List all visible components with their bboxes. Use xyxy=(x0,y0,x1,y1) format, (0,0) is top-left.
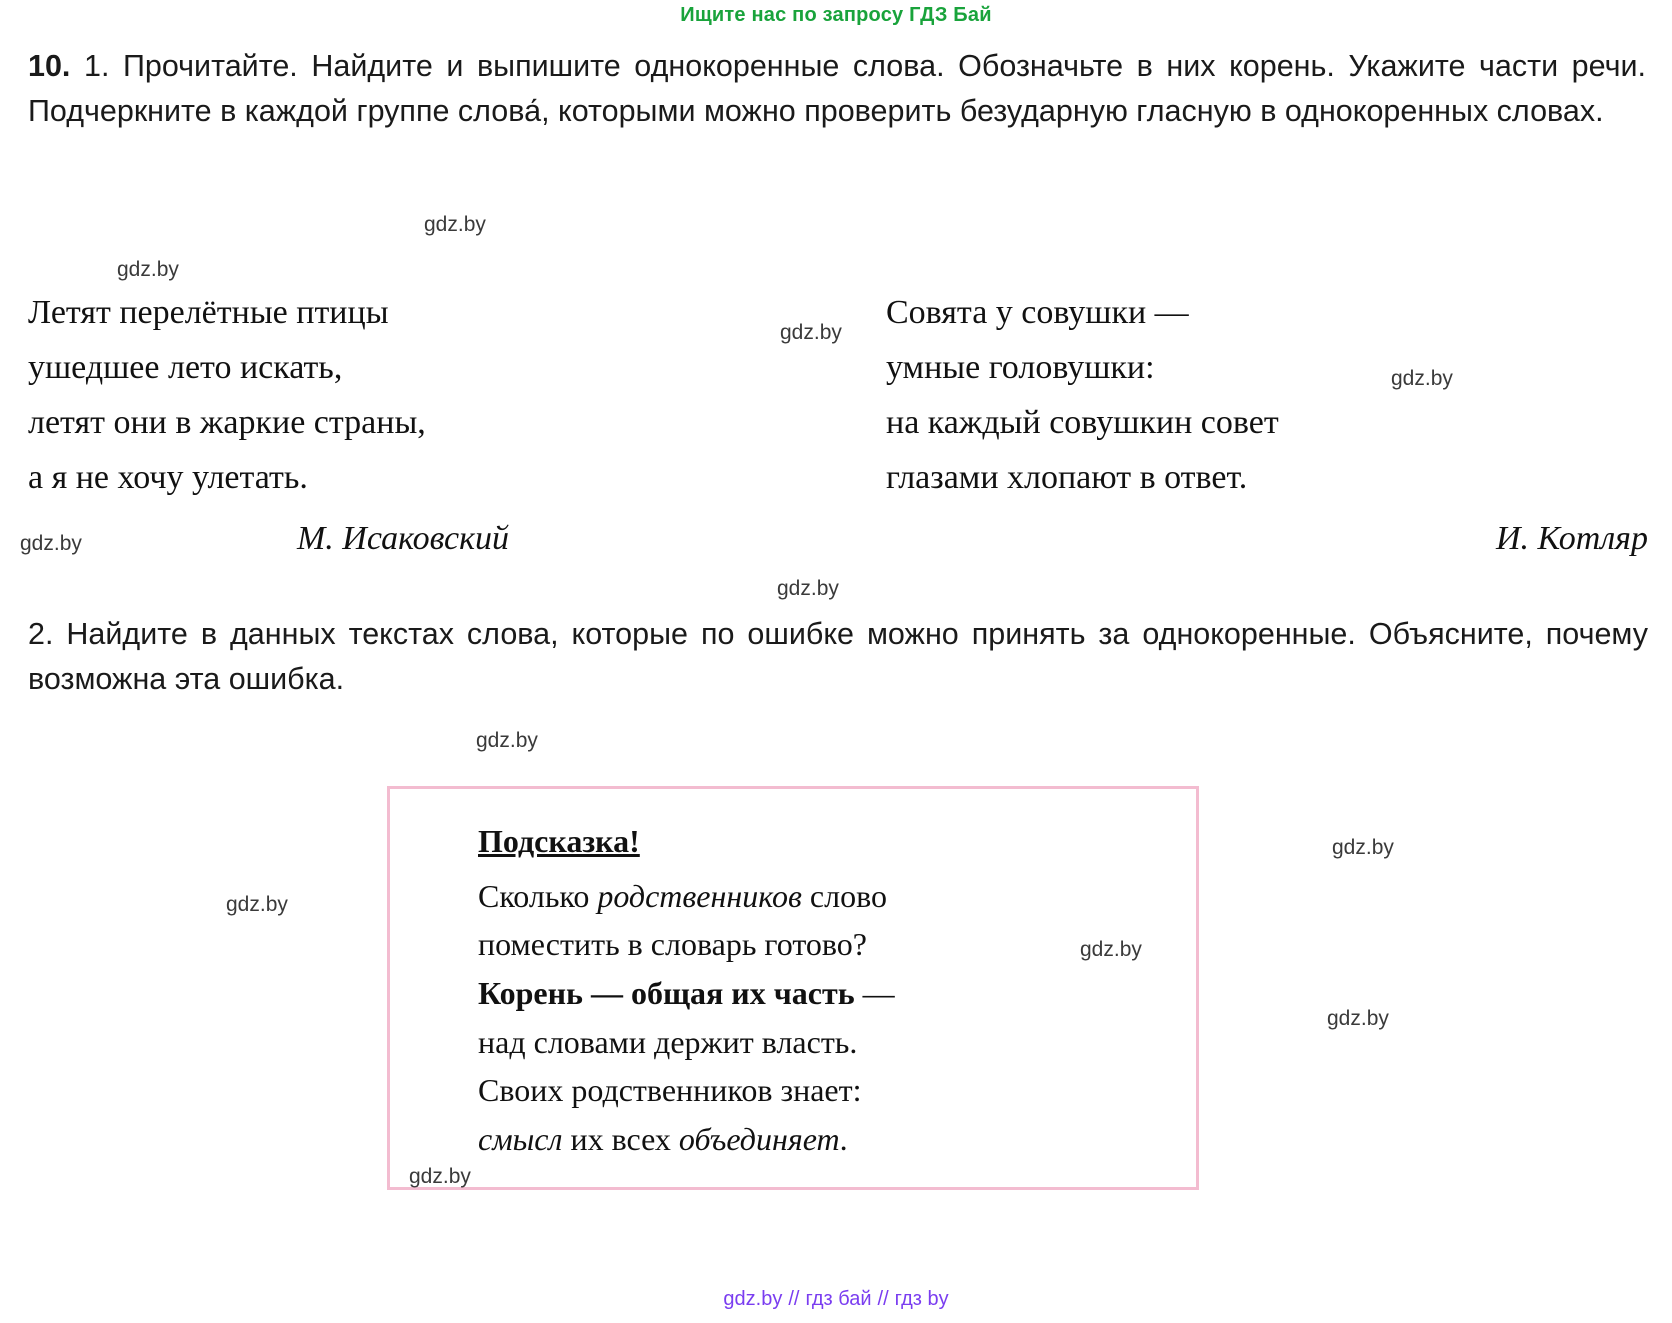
poem-right xyxy=(886,285,1648,566)
hint-line-6-middle: их всех xyxy=(562,1120,679,1157)
watermark: gdz.by xyxy=(424,213,486,236)
hint-line-6-end: . xyxy=(839,1120,848,1157)
poem-line: на каждый совушкин совет xyxy=(886,404,1279,442)
watermark: gdz.by xyxy=(476,729,538,752)
hint-line-1-italic: родственников xyxy=(597,877,802,914)
poem-left xyxy=(28,285,788,566)
watermark: gdz.by xyxy=(409,1165,471,1188)
footer-link-1[interactable]: gdz.by xyxy=(723,1288,783,1310)
hint-line-3 xyxy=(478,969,1156,1018)
poem-line: глазами хлопают в ответ. xyxy=(886,459,1248,497)
watermark: gdz.by xyxy=(1332,836,1394,859)
poem-line: Совята у совушки — xyxy=(886,294,1189,331)
hint-line-6-italic-1: смысл xyxy=(478,1120,563,1157)
hint-line-3-rest: — xyxy=(854,974,895,1011)
poems-container xyxy=(28,285,1648,605)
exercise-task-1-text: 1. Прочитайте. Найдите и выпишите однокоренные слова. Обозначьте в них корень. Укажите части речи. Подчеркните в каждой группе слова́, которыми можно проверить безударную гласную в однокоренных словах. xyxy=(28,49,1646,128)
promo-banner: Ищите нас по запросу ГДЗ Бай xyxy=(680,4,992,26)
footer-link-2[interactable]: гдз бай xyxy=(805,1288,872,1310)
hint-title: Подсказка! xyxy=(478,823,640,859)
poem-author: М. Исаковский xyxy=(296,520,509,558)
poem-line: а я не хочу улетать. xyxy=(28,459,308,497)
watermark: gdz.by xyxy=(1327,1007,1389,1030)
hint-box xyxy=(387,786,1199,1190)
hint-line-1-a: Сколько xyxy=(478,877,598,914)
poem-author: И. Котляр xyxy=(1495,520,1648,558)
hint-line-4: над словами держит власть. xyxy=(478,1023,858,1060)
footer-links xyxy=(0,1288,1672,1311)
hint-line-1 xyxy=(478,872,1156,921)
exercise-task-1 xyxy=(28,44,1646,134)
hint-line-2: поместить в словарь готово? xyxy=(478,926,867,963)
exercise-task-2: 2. Найдите в данных текстах слова, которые по ошибке можно принять за однокоренные. Объясните, почему возможна эта ошибка. xyxy=(28,617,1648,696)
hint-line-5: Своих родственников знает: xyxy=(478,1072,862,1109)
watermark: gdz.by xyxy=(777,577,839,600)
footer-link-3[interactable]: гдз by xyxy=(894,1288,949,1310)
watermark: gdz.by xyxy=(1080,938,1142,961)
hint-line-1-b: слово xyxy=(801,877,887,914)
watermark: gdz.by xyxy=(20,532,82,555)
poem-line: ушедшее лето искать, xyxy=(28,349,343,387)
watermark: gdz.by xyxy=(117,258,179,281)
poem-line: летят они в жаркие страны, xyxy=(28,404,426,442)
watermark: gdz.by xyxy=(780,321,842,344)
poem-line: Летят перелётные птицы xyxy=(28,294,389,331)
hint-line-6 xyxy=(478,1115,1156,1164)
hint-line-3-bold: Корень — общая их часть xyxy=(478,974,855,1011)
exercise-number: 10. xyxy=(28,49,71,83)
watermark: gdz.by xyxy=(226,893,288,916)
poem-line: умные головушки: xyxy=(886,349,1155,387)
hint-line-6-italic-2: объединяет xyxy=(678,1120,840,1157)
watermark: gdz.by xyxy=(1391,367,1453,390)
footer-separator-2: // xyxy=(877,1288,889,1310)
footer-separator-1: // xyxy=(788,1288,800,1310)
